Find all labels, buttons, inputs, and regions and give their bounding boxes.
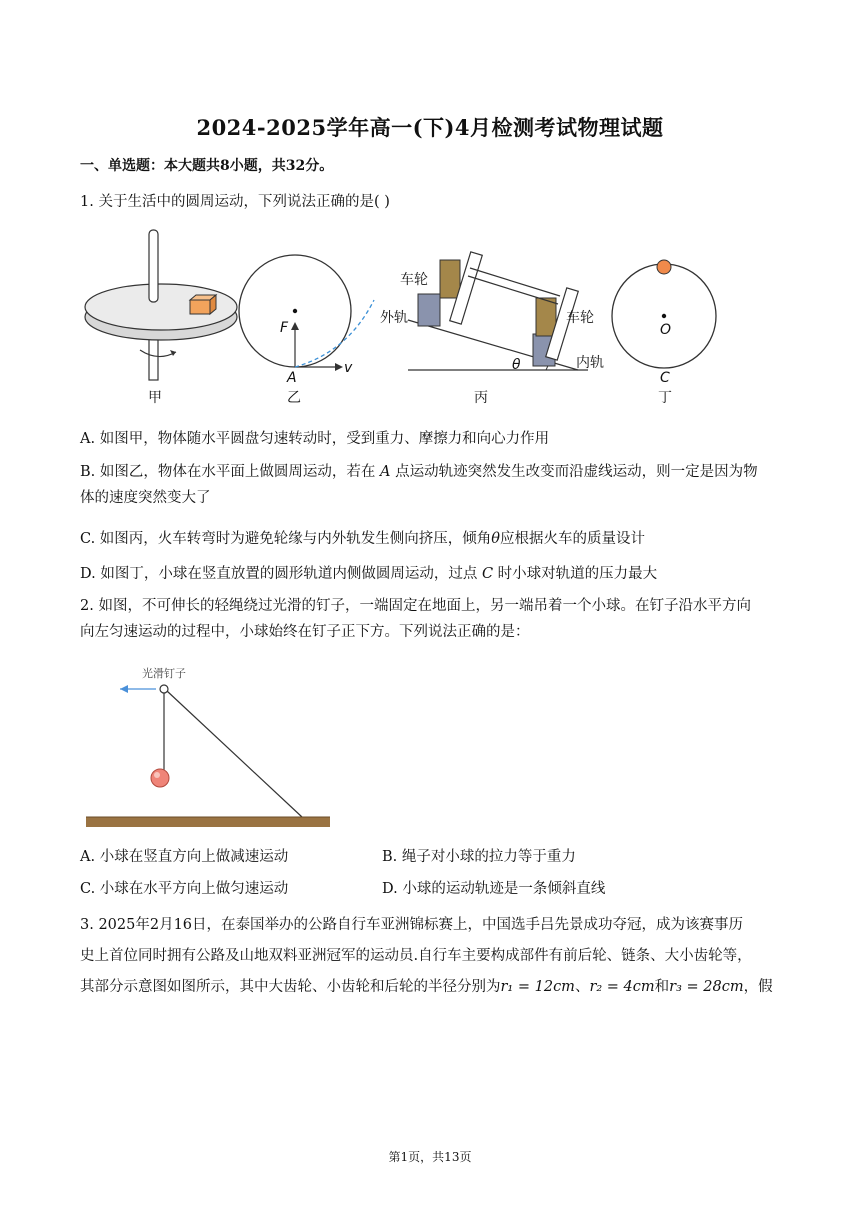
section-heading: 一、单选题：本大题共8小题，共32分。 [80, 158, 334, 174]
q1-option-d: D. 如图丁，小球在竖直放置的圆形轨道内侧做圆周运动，过点 C 时小球对轨道的压力最大 [80, 566, 658, 582]
q2-option-d: D. 小球的运动轨迹是一条倾斜直线 [382, 881, 606, 897]
q2-option-a: A. 小球在竖直方向上做减速运动 [80, 849, 289, 865]
q3-stem: 3. 2025年2月16日，在泰国举办的公路自行车亚洲锦标赛上，中国选手吕先景成功夺冠，成为该赛事历 史上首位同时拥有公路及山地双料亚洲冠军的运动员.自行车主要构成部件有前后轮、链条、大小齿轮等， 其部分示意图如图所示，其中大齿轮、小齿轮和后轮的半径分别为r₁ = 12cm、r₂ = 4cm和r₃ = 28cm，假 [80, 917, 773, 995]
q2-stem: 2. 如图，不可伸长的轻绳绕过光滑的钉子，一端固定在地面上，另一端吊着一个小球。在钉子沿水平方向 向左匀速运动的过程中，小球始终在钉子正下方。下列说法正确的是： [80, 598, 751, 640]
label-waigui: 外轨 [380, 310, 408, 326]
train-track-figure [380, 252, 604, 406]
circle-figure-yi [239, 255, 374, 406]
label-O: O [660, 322, 672, 338]
label-F: F [280, 320, 289, 336]
q1-option-c: C. 如图丙，火车转弯时为避免轮缘与内外轨发生侧向挤压，倾角θ应根据火车的质量设计 [80, 531, 646, 547]
label-C: C [660, 370, 670, 386]
fig-label-ding: 丁 [658, 390, 672, 406]
label-chelun-left: 车轮 [400, 272, 428, 288]
label-theta: θ [512, 357, 521, 373]
q2-option-b: B. 绳子对小球的拉力等于重力 [382, 849, 576, 865]
q1-figure [78, 222, 738, 410]
q1-option-b: B. 如图乙，物体在水平面上做圆周运动，若在 A 点运动轨迹突然发生改变而沿虚线运动，则一定是因为物 体的速度突然变大了 [80, 464, 758, 506]
fig-label-jia: 甲 [148, 390, 162, 406]
q1-stem: 1. 关于生活中的圆周运动，下列说法正确的是( ) [80, 194, 390, 210]
turntable-figure [85, 230, 237, 406]
fig-label-yi: 乙 [287, 390, 301, 406]
q2-figure [84, 662, 334, 832]
label-neigui: 内轨 [576, 355, 604, 371]
label-chelun-right: 车轮 [566, 310, 594, 326]
label-A: A [287, 370, 297, 386]
fig-label-bing: 丙 [474, 390, 488, 406]
label-smooth-nail: 光滑钉子 [142, 667, 186, 680]
q2-option-c: C. 小球在水平方向上做匀速运动 [80, 881, 289, 897]
label-v: v [344, 360, 353, 376]
vertical-loop-figure [612, 260, 716, 406]
q1-option-a: A. 如图甲，物体随水平圆盘匀速转动时，受到重力、摩擦力和向心力作用 [80, 431, 550, 447]
page-footer: 第1页，共13页 [388, 1150, 472, 1164]
page-title: 2024-2025学年高一(下)4月检测考试物理试题 [196, 115, 664, 140]
